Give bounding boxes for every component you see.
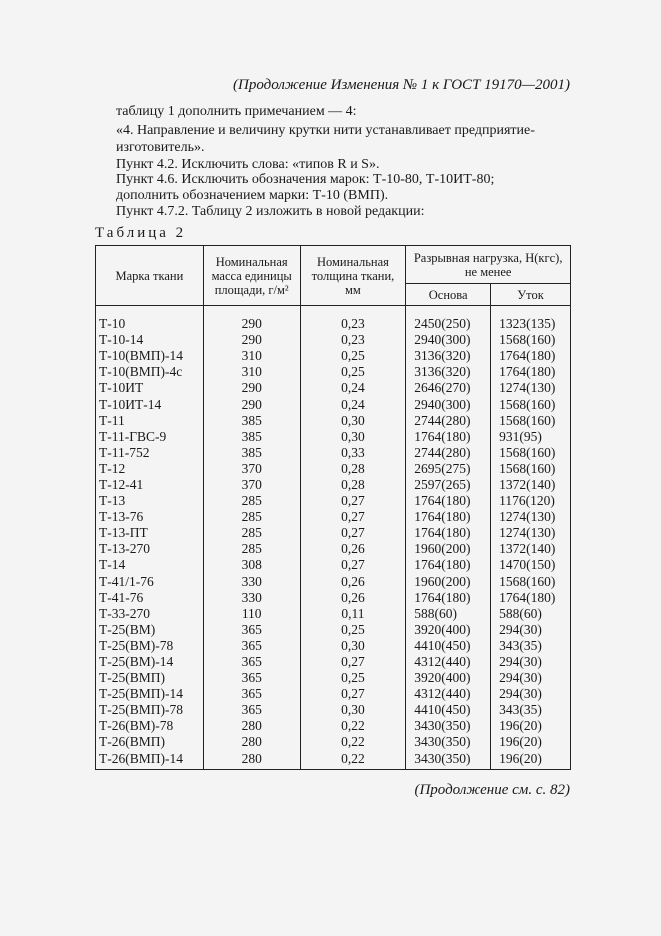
table-cell: 1568(160) bbox=[491, 332, 571, 348]
table-cell: Т-26(ВМП) bbox=[96, 734, 204, 750]
table-cell: 1764(180) bbox=[406, 557, 491, 573]
table-row bbox=[96, 654, 571, 670]
table-cell: 1764(180) bbox=[406, 509, 491, 525]
table-row bbox=[96, 380, 571, 396]
table-cell: Т-10-14 bbox=[96, 332, 204, 348]
table-row bbox=[96, 638, 571, 654]
table-cell: 365 bbox=[203, 638, 300, 654]
table-cell: 0,27 bbox=[300, 654, 406, 670]
table-row bbox=[96, 702, 571, 718]
table-cell: 280 bbox=[203, 751, 300, 770]
table-cell: 2695(275) bbox=[406, 461, 491, 477]
table-cell: 3430(350) bbox=[406, 734, 491, 750]
table-cell: 0,23 bbox=[300, 306, 406, 333]
table-cell: 365 bbox=[203, 702, 300, 718]
table-cell: 1960(200) bbox=[406, 541, 491, 557]
table-row bbox=[96, 670, 571, 686]
table-cell: Т-13-270 bbox=[96, 541, 204, 557]
table-cell: 294(30) bbox=[491, 670, 571, 686]
table-row bbox=[96, 396, 571, 412]
page-footer: (Продолжение см. с. 82) bbox=[414, 782, 570, 798]
table-row bbox=[96, 429, 571, 445]
table-cell: 365 bbox=[203, 622, 300, 638]
table-label: Таблица 2 bbox=[95, 225, 187, 241]
header-thickness: Номинальная толщина ткани, мм bbox=[300, 246, 406, 306]
table-cell: 343(35) bbox=[491, 702, 571, 718]
table-row bbox=[96, 493, 571, 509]
table-cell: 330 bbox=[203, 574, 300, 590]
table-cell: 3136(320) bbox=[406, 348, 491, 364]
header-name: Марка ткани bbox=[96, 246, 204, 306]
table-row bbox=[96, 477, 571, 493]
table-cell: 1764(180) bbox=[406, 429, 491, 445]
table-cell: 3430(350) bbox=[406, 718, 491, 734]
table-cell: 0,30 bbox=[300, 429, 406, 445]
table-cell: 1568(160) bbox=[491, 396, 571, 412]
table-cell: Т-13-ПТ bbox=[96, 525, 204, 541]
fabric-table bbox=[95, 245, 571, 770]
table-row bbox=[96, 686, 571, 702]
table-cell: Т-12-41 bbox=[96, 477, 204, 493]
table-cell: Т-10ИТ-14 bbox=[96, 396, 204, 412]
table-cell: Т-11-752 bbox=[96, 445, 204, 461]
table-cell: Т-10(ВМП)-4с bbox=[96, 364, 204, 380]
table-cell: 1274(130) bbox=[491, 380, 571, 396]
page-header: (Продолжение Изменения № 1 к ГОСТ 19170—2001) bbox=[233, 77, 570, 93]
table-cell: 2646(270) bbox=[406, 380, 491, 396]
table-cell: 4410(450) bbox=[406, 702, 491, 718]
paragraph-1: таблицу 1 дополнить примечанием — 4: bbox=[116, 104, 357, 119]
table-cell: 385 bbox=[203, 429, 300, 445]
table-cell: 110 bbox=[203, 606, 300, 622]
table-row bbox=[96, 590, 571, 606]
table-row bbox=[96, 413, 571, 429]
table-cell: Т-11 bbox=[96, 413, 204, 429]
table-cell: 0,26 bbox=[300, 590, 406, 606]
table-cell: 285 bbox=[203, 493, 300, 509]
table-cell: 1568(160) bbox=[491, 574, 571, 590]
table-cell: 0,25 bbox=[300, 622, 406, 638]
table-cell: Т-26(ВМП)-14 bbox=[96, 751, 204, 770]
table-cell: 2450(250) bbox=[406, 306, 491, 333]
table-cell: 0,24 bbox=[300, 396, 406, 412]
table-cell: 0,28 bbox=[300, 477, 406, 493]
table-cell: 1274(130) bbox=[491, 525, 571, 541]
table-cell: Т-14 bbox=[96, 557, 204, 573]
table-cell: 280 bbox=[203, 718, 300, 734]
table-cell: 4312(440) bbox=[406, 654, 491, 670]
table-cell: 290 bbox=[203, 396, 300, 412]
table-row bbox=[96, 541, 571, 557]
table-cell: Т-10 bbox=[96, 306, 204, 333]
table-cell: 1470(150) bbox=[491, 557, 571, 573]
table-cell: 285 bbox=[203, 509, 300, 525]
table-cell: 294(30) bbox=[491, 654, 571, 670]
table-row bbox=[96, 557, 571, 573]
table-cell: 0,27 bbox=[300, 557, 406, 573]
table-cell: 285 bbox=[203, 541, 300, 557]
table-cell: 285 bbox=[203, 525, 300, 541]
table-cell: 280 bbox=[203, 734, 300, 750]
table-cell: 1764(180) bbox=[406, 590, 491, 606]
table-cell: 310 bbox=[203, 364, 300, 380]
table-cell: Т-12 bbox=[96, 461, 204, 477]
table-cell: 330 bbox=[203, 590, 300, 606]
table-cell: 290 bbox=[203, 380, 300, 396]
table-cell: 0,27 bbox=[300, 509, 406, 525]
table-cell: 0,30 bbox=[300, 413, 406, 429]
table-row bbox=[96, 348, 571, 364]
table-cell: 370 bbox=[203, 477, 300, 493]
table-cell: 0,27 bbox=[300, 686, 406, 702]
table-cell: 0,27 bbox=[300, 525, 406, 541]
table-row bbox=[96, 525, 571, 541]
table-cell: 1764(180) bbox=[406, 525, 491, 541]
table-cell: 1568(160) bbox=[491, 445, 571, 461]
table-row bbox=[96, 306, 571, 333]
table-cell: 365 bbox=[203, 654, 300, 670]
table-cell: 290 bbox=[203, 332, 300, 348]
table-cell: 385 bbox=[203, 445, 300, 461]
table-cell: 0,26 bbox=[300, 574, 406, 590]
table-row bbox=[96, 718, 571, 734]
table-cell: 308 bbox=[203, 557, 300, 573]
table-cell: 1960(200) bbox=[406, 574, 491, 590]
table-cell: 3136(320) bbox=[406, 364, 491, 380]
table-cell: Т-25(ВМ)-14 bbox=[96, 654, 204, 670]
table-cell: Т-11-ГВС-9 bbox=[96, 429, 204, 445]
table-row bbox=[96, 622, 571, 638]
table-cell: 1764(180) bbox=[491, 590, 571, 606]
table-cell: 0,25 bbox=[300, 364, 406, 380]
table-row bbox=[96, 606, 571, 622]
table-cell: 2940(300) bbox=[406, 332, 491, 348]
table-cell: 0,23 bbox=[300, 332, 406, 348]
header-mass: Номинальная масса единицы площади, г/м² bbox=[203, 246, 300, 306]
table-cell: 1176(120) bbox=[491, 493, 571, 509]
table-cell: 1764(180) bbox=[406, 493, 491, 509]
table-cell: Т-25(ВМП) bbox=[96, 670, 204, 686]
table-cell: Т-25(ВМ)-78 bbox=[96, 638, 204, 654]
table-cell: 4410(450) bbox=[406, 638, 491, 654]
table-cell: 588(60) bbox=[406, 606, 491, 622]
paragraph-3: Пункт 4.2. Исключить слова: «типов R и S». bbox=[116, 157, 380, 172]
table-cell: 196(20) bbox=[491, 734, 571, 750]
table-cell: 370 bbox=[203, 461, 300, 477]
table-cell: 1274(130) bbox=[491, 509, 571, 525]
table-row bbox=[96, 461, 571, 477]
table-cell: 2744(280) bbox=[406, 413, 491, 429]
table-cell: 0,25 bbox=[300, 348, 406, 364]
table-cell: 1372(140) bbox=[491, 477, 571, 493]
table-cell: Т-41-76 bbox=[96, 590, 204, 606]
table-row bbox=[96, 574, 571, 590]
table-cell: 0,28 bbox=[300, 461, 406, 477]
table-cell: 0,27 bbox=[300, 493, 406, 509]
table-cell: Т-25(ВМ) bbox=[96, 622, 204, 638]
table-row bbox=[96, 364, 571, 380]
table-cell: 0,25 bbox=[300, 670, 406, 686]
table-cell: Т-13-76 bbox=[96, 509, 204, 525]
table-cell: 1323(135) bbox=[491, 306, 571, 333]
table-cell: 0,22 bbox=[300, 718, 406, 734]
table-cell: 1764(180) bbox=[491, 348, 571, 364]
table-cell: Т-33-270 bbox=[96, 606, 204, 622]
table-cell: Т-13 bbox=[96, 493, 204, 509]
paragraph-2-cont: изготовитель». bbox=[116, 140, 205, 155]
table-cell: 1764(180) bbox=[491, 364, 571, 380]
header-weft: Уток bbox=[491, 284, 571, 306]
table-cell: 196(20) bbox=[491, 751, 571, 770]
table-cell: 588(60) bbox=[491, 606, 571, 622]
table-cell: 2940(300) bbox=[406, 396, 491, 412]
table-cell: Т-41/1-76 bbox=[96, 574, 204, 590]
header-load: Разрывная нагрузка, Н(кгс), не менее bbox=[406, 246, 571, 284]
table-cell: 2744(280) bbox=[406, 445, 491, 461]
paragraph-2: «4. Направление и величину крутки нити устанавливает предприятие- bbox=[116, 123, 535, 138]
table-cell: Т-25(ВМП)-78 bbox=[96, 702, 204, 718]
table-cell: 196(20) bbox=[491, 718, 571, 734]
paragraph-4: Пункт 4.6. Исключить обозначения марок: Т-10-80, Т-10ИТ-80; bbox=[116, 172, 495, 187]
table-cell: 310 bbox=[203, 348, 300, 364]
table-cell: 1568(160) bbox=[491, 461, 571, 477]
table-cell: 0,33 bbox=[300, 445, 406, 461]
table-cell: 3920(400) bbox=[406, 622, 491, 638]
table-cell: Т-25(ВМП)-14 bbox=[96, 686, 204, 702]
table-cell: 0,24 bbox=[300, 380, 406, 396]
table-cell: 0,11 bbox=[300, 606, 406, 622]
table-cell: 1372(140) bbox=[491, 541, 571, 557]
table-cell: 931(95) bbox=[491, 429, 571, 445]
paragraph-4-cont: дополнить обозначением марки: Т-10 (ВМП). bbox=[116, 188, 389, 203]
table-cell: 0,26 bbox=[300, 541, 406, 557]
table-cell: 294(30) bbox=[491, 622, 571, 638]
table-cell: 3430(350) bbox=[406, 751, 491, 770]
table-cell: 0,30 bbox=[300, 638, 406, 654]
table-cell: 385 bbox=[203, 413, 300, 429]
table-cell: 343(35) bbox=[491, 638, 571, 654]
table-cell: 0,22 bbox=[300, 751, 406, 770]
table-cell: 365 bbox=[203, 686, 300, 702]
header-base: Основа bbox=[406, 284, 491, 306]
table-cell: 294(30) bbox=[491, 686, 571, 702]
table-cell: Т-10ИТ bbox=[96, 380, 204, 396]
table-row bbox=[96, 332, 571, 348]
table-cell: Т-10(ВМП)-14 bbox=[96, 348, 204, 364]
table-cell: 365 bbox=[203, 670, 300, 686]
table-cell: 3920(400) bbox=[406, 670, 491, 686]
table-cell: Т-26(ВМ)-78 bbox=[96, 718, 204, 734]
table-cell: 0,22 bbox=[300, 734, 406, 750]
table-cell: 2597(265) bbox=[406, 477, 491, 493]
table-row bbox=[96, 509, 571, 525]
table-row bbox=[96, 751, 571, 770]
table-cell: 0,30 bbox=[300, 702, 406, 718]
table-cell: 290 bbox=[203, 306, 300, 333]
table-row bbox=[96, 734, 571, 750]
table-cell: 4312(440) bbox=[406, 686, 491, 702]
table-row bbox=[96, 445, 571, 461]
table-cell: 1568(160) bbox=[491, 413, 571, 429]
paragraph-5: Пункт 4.7.2. Таблицу 2 изложить в новой редакции: bbox=[116, 204, 425, 219]
